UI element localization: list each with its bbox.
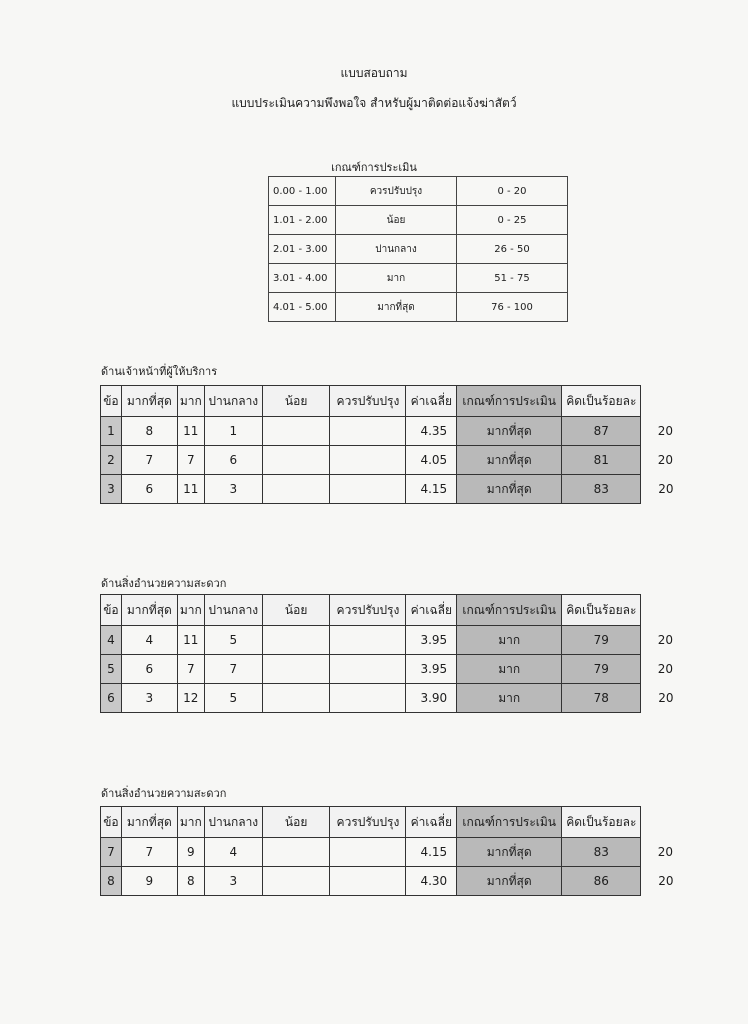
cell-no: 3	[101, 475, 122, 504]
cell-no: 7	[101, 838, 122, 867]
criteria-table	[268, 176, 568, 322]
cell-little	[262, 626, 330, 655]
cell-extra: 20	[657, 633, 673, 647]
cell-percent: 81	[562, 446, 641, 475]
cell-medium: 5	[204, 684, 262, 713]
cell-most: 8	[121, 417, 177, 446]
column-header: ข้อ	[101, 386, 122, 417]
column-header: น้อย	[262, 386, 330, 417]
column-header: มากที่สุด	[121, 595, 177, 626]
cell-most: 7	[121, 838, 177, 867]
column-header: เกณฑ์การประเมิน	[457, 386, 562, 417]
cell-criteria: มาก	[457, 626, 562, 655]
cell-much: 12	[177, 684, 204, 713]
cell-avg: 3.90	[406, 684, 457, 713]
cell-most: 9	[121, 867, 177, 896]
cell-little	[262, 655, 330, 684]
criteria-row	[269, 235, 568, 264]
criteria-level: ปานกลาง	[336, 235, 457, 264]
cell-criteria: มากที่สุด	[457, 475, 562, 504]
cell-little	[262, 417, 330, 446]
criteria-percent: 26 - 50	[457, 235, 568, 264]
criteria-row	[269, 177, 568, 206]
column-header: มาก	[177, 807, 204, 838]
column-header: ควรปรับปรุง	[330, 386, 406, 417]
criteria-level: ควรปรับปรุง	[336, 177, 457, 206]
document-subtitle: แบบประเมินความพึงพอใจ สำหรับผู้มาติดต่อแจ้งฆ่าสัตว์	[231, 96, 517, 110]
column-header: คิดเป็นร้อยละ	[562, 595, 641, 626]
cell-extra: 20	[657, 662, 673, 676]
cell-improve	[330, 684, 406, 713]
criteria-level: มากที่สุด	[336, 293, 457, 322]
cell-most: 6	[121, 655, 177, 684]
cell-improve	[330, 838, 406, 867]
table-row	[101, 446, 674, 475]
table-row	[101, 475, 674, 504]
criteria-percent: 0 - 20	[457, 177, 568, 206]
section-title-facilities-2: ด้านสิ่งอำนวยความสะดวก	[101, 787, 227, 800]
cell-avg: 3.95	[406, 655, 457, 684]
column-header: ปานกลาง	[204, 807, 262, 838]
cell-percent: 78	[562, 684, 641, 713]
cell-little	[262, 446, 330, 475]
cell-percent: 83	[562, 475, 641, 504]
column-header-blank	[641, 807, 674, 838]
cell-extra: 20	[657, 453, 673, 467]
column-header: ค่าเฉลี่ย	[406, 386, 457, 417]
cell-most: 4	[121, 626, 177, 655]
cell-most: 7	[121, 446, 177, 475]
column-header: มากที่สุด	[121, 386, 177, 417]
cell-avg: 4.15	[406, 838, 457, 867]
cell-extra: 20	[657, 424, 673, 438]
cell-avg: 4.35	[406, 417, 457, 446]
cell-much: 11	[177, 417, 204, 446]
cell-extra: 20	[658, 874, 674, 888]
table-row	[101, 417, 674, 446]
cell-percent: 79	[562, 626, 641, 655]
criteria-level: มาก	[336, 264, 457, 293]
criteria-percent: 76 - 100	[457, 293, 568, 322]
cell-much: 8	[177, 867, 204, 896]
column-header: ปานกลาง	[204, 386, 262, 417]
cell-much: 11	[177, 626, 204, 655]
cell-improve	[330, 417, 406, 446]
column-header: เกณฑ์การประเมิน	[457, 595, 562, 626]
criteria-percent: 51 - 75	[457, 264, 568, 293]
table-section-facilities	[100, 594, 674, 713]
cell-much: 7	[177, 655, 204, 684]
cell-little	[262, 867, 330, 896]
column-header: ปานกลาง	[204, 595, 262, 626]
cell-criteria: มากที่สุด	[457, 446, 562, 475]
column-header: ข้อ	[101, 595, 122, 626]
table-row	[101, 626, 674, 655]
cell-little	[262, 838, 330, 867]
column-header: มาก	[177, 595, 204, 626]
column-header-blank	[641, 595, 674, 626]
cell-improve	[330, 475, 406, 504]
cell-medium: 1	[204, 417, 262, 446]
cell-percent: 83	[562, 838, 641, 867]
table-row	[101, 867, 674, 896]
cell-avg: 3.95	[406, 626, 457, 655]
section-title-facilities: ด้านสิ่งอำนวยความสะดวก	[101, 577, 227, 590]
cell-improve	[330, 626, 406, 655]
cell-little	[262, 684, 330, 713]
column-header-blank	[641, 386, 674, 417]
cell-medium: 6	[204, 446, 262, 475]
table-row	[101, 655, 674, 684]
cell-medium: 3	[204, 867, 262, 896]
criteria-percent: 0 - 25	[457, 206, 568, 235]
cell-medium: 5	[204, 626, 262, 655]
cell-extra: 20	[657, 845, 673, 859]
cell-criteria: มาก	[457, 655, 562, 684]
cell-medium: 3	[204, 475, 262, 504]
section-title-staff: ด้านเจ้าหน้าที่ผู้ให้บริการ	[101, 365, 218, 378]
cell-improve	[330, 867, 406, 896]
column-header: คิดเป็นร้อยละ	[562, 386, 641, 417]
criteria-range: 4.01 - 5.00	[269, 293, 336, 322]
cell-avg: 4.15	[406, 475, 457, 504]
column-header: ควรปรับปรุง	[330, 595, 406, 626]
table-section-facilities-2	[100, 806, 674, 896]
criteria-range: 3.01 - 4.00	[269, 264, 336, 293]
column-header: ข้อ	[101, 807, 122, 838]
cell-extra: 20	[658, 482, 674, 496]
cell-most: 6	[121, 475, 177, 504]
column-header: น้อย	[262, 595, 330, 626]
cell-avg: 4.05	[406, 446, 457, 475]
criteria-level: น้อย	[336, 206, 457, 235]
cell-much: 7	[177, 446, 204, 475]
cell-no: 8	[101, 867, 122, 896]
cell-extra: 20	[658, 691, 674, 705]
column-header: ควรปรับปรุง	[330, 807, 406, 838]
cell-most: 3	[121, 684, 177, 713]
table-row	[101, 684, 674, 713]
cell-percent: 87	[562, 417, 641, 446]
column-header: คิดเป็นร้อยละ	[562, 807, 641, 838]
cell-no: 2	[101, 446, 122, 475]
table-section-staff	[100, 385, 674, 504]
cell-percent: 86	[562, 867, 641, 896]
criteria-range: 0.00 - 1.00	[269, 177, 336, 206]
cell-percent: 79	[562, 655, 641, 684]
cell-no: 5	[101, 655, 122, 684]
cell-no: 4	[101, 626, 122, 655]
cell-no: 6	[101, 684, 122, 713]
column-header: น้อย	[262, 807, 330, 838]
cell-medium: 7	[204, 655, 262, 684]
cell-criteria: มากที่สุด	[457, 867, 562, 896]
criteria-row	[269, 264, 568, 293]
cell-criteria: มากที่สุด	[457, 417, 562, 446]
cell-avg: 4.30	[406, 867, 457, 896]
table-row	[101, 838, 674, 867]
cell-criteria: มาก	[457, 684, 562, 713]
column-header: มากที่สุด	[121, 807, 177, 838]
criteria-row	[269, 293, 568, 322]
column-header: ค่าเฉลี่ย	[406, 595, 457, 626]
cell-improve	[330, 655, 406, 684]
criteria-range: 1.01 - 2.00	[269, 206, 336, 235]
cell-much: 9	[177, 838, 204, 867]
criteria-caption: เกณฑ์การประเมิน	[331, 161, 417, 174]
cell-little	[262, 475, 330, 504]
column-header: เกณฑ์การประเมิน	[457, 807, 562, 838]
column-header: ค่าเฉลี่ย	[406, 807, 457, 838]
document-title: แบบสอบถาม	[340, 66, 408, 80]
cell-no: 1	[101, 417, 122, 446]
cell-medium: 4	[204, 838, 262, 867]
cell-improve	[330, 446, 406, 475]
cell-much: 11	[177, 475, 204, 504]
column-header: มาก	[177, 386, 204, 417]
criteria-row	[269, 206, 568, 235]
cell-criteria: มากที่สุด	[457, 838, 562, 867]
criteria-range: 2.01 - 3.00	[269, 235, 336, 264]
